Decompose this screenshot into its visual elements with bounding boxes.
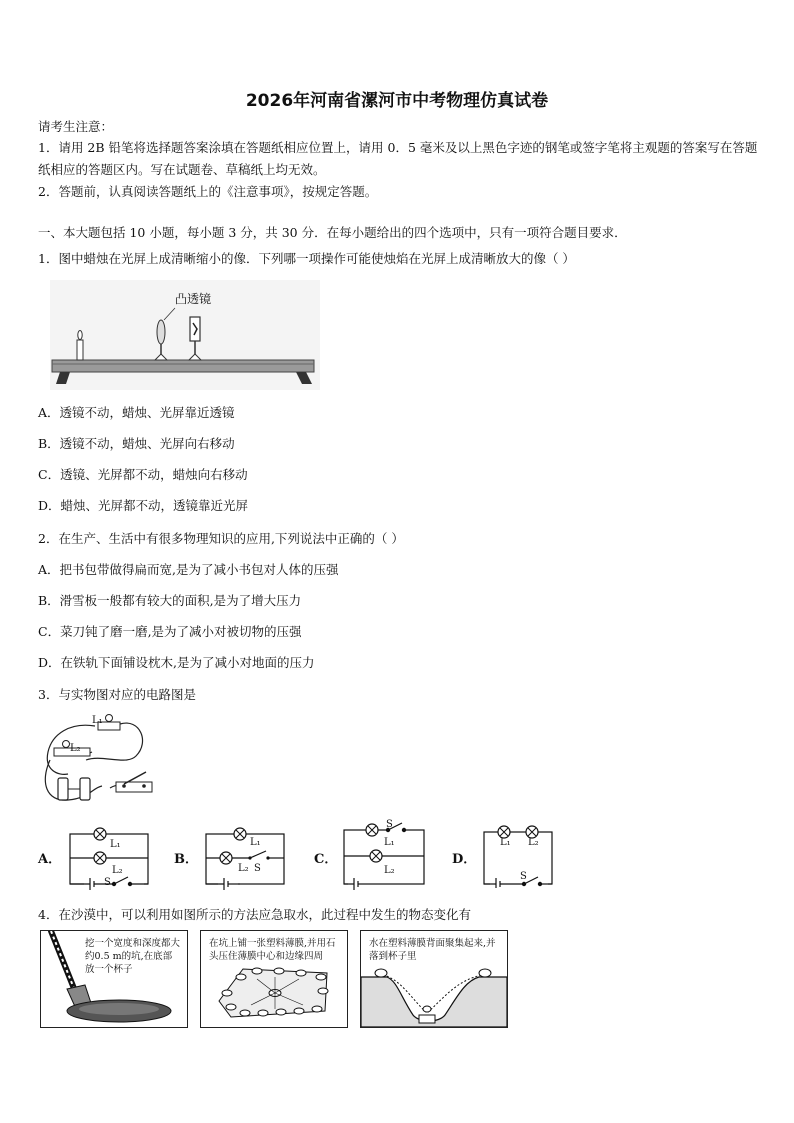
circuit-option-d	[478, 822, 558, 888]
question-3-stem: 3．与实物图对应的电路图是	[38, 687, 196, 702]
option-c-l1-label: L₁	[384, 837, 395, 848]
question-2-option-d: D．在铁轨下面铺设枕木,是为了减小对地面的压力	[38, 655, 315, 670]
option-b-l2-label: L₂	[238, 863, 249, 874]
question-3-option-a-label: A．	[38, 852, 62, 867]
question-3-option-b-label: B．	[174, 852, 198, 867]
panel-2-caption: 在坑上铺一张塑料薄膜,并用石头压住薄膜中心和边缘四周	[209, 938, 336, 962]
notice-item-2: 2．答题前，认真阅读答题纸上的《注意事项》，按规定答题。	[38, 184, 378, 199]
question-2-option-c: C．菜刀钝了磨一磨,是为了减小对被切物的压强	[38, 624, 302, 639]
desert-panel-2	[200, 930, 348, 1028]
lamp-l2-icon	[94, 852, 106, 864]
lamp-l1-icon	[94, 828, 106, 840]
question-2-stem: 2．在生产、生活中有很多物理知识的应用,下列说法中正确的（ ）	[38, 531, 404, 546]
option-a-l1-label: L₁	[110, 839, 121, 850]
physical-l1-label: L₁	[92, 715, 103, 726]
lamp-l2-icon	[370, 850, 382, 862]
battery-icon	[58, 778, 90, 800]
panel-3-caption: 水在塑料薄膜背面聚集起来,并落到杯子里	[369, 938, 496, 962]
option-d-l2-label: L₂	[528, 837, 539, 848]
option-b-s-label: S	[254, 863, 261, 874]
option-a-s-label: S	[104, 877, 111, 888]
physical-l2-label: L₂	[70, 743, 81, 754]
question-1-stem: 1．图中蜡烛在光屏上成清晰缩小的像．下列哪一项操作可能使烛焰在光屏上成清晰放大的像（ ）	[38, 251, 575, 266]
physical-circuit-figure	[40, 712, 170, 804]
option-c-l2-label: L₂	[384, 865, 395, 876]
circuit-option-b	[200, 824, 290, 890]
option-c-s-label: S	[386, 819, 393, 830]
question-1-option-d: D．蜡烛、光屏都不动，透镜靠近光屏	[38, 498, 249, 513]
lamp-l1-icon	[234, 828, 246, 840]
question-2-option-a: A．把书包带做得扁而宽,是为了减小书包对人体的压强	[38, 562, 339, 577]
question-1-option-c: C．透镜、光屏都不动，蜡烛向右移动	[38, 467, 248, 482]
option-a-l2-label: L₂	[112, 865, 123, 876]
notice-item-1: 1．请用 2B 铅笔将选择题答案涂填在答题纸相应位置上，请用 0．5 毫米及以上黑色字迹的钢笔或签字笔将主观题的答案写在答题纸相应的答题区内。写在试题卷、草稿纸上均无效。	[38, 140, 758, 177]
question-2-option-b: B．滑雪板一般都有较大的面积,是为了增大压力	[38, 593, 302, 608]
question-3-option-c-label: C．	[314, 852, 338, 867]
page-title: 2026年河南省漯河市中考物理仿真试卷	[245, 91, 549, 111]
option-b-l1-label: L₁	[250, 837, 261, 848]
section-1-instructions: 一、本大题包括 10 小题，每小题 3 分，共 30 分．在每小题给出的四个选项中，只有一项符合题目要求．	[38, 225, 627, 240]
knife-switch-icon	[116, 772, 152, 792]
question-4-stem: 4．在沙漠中，可以利用如图所示的方法应急取水，此过程中发生的物态变化有	[38, 907, 471, 922]
candle-icon	[77, 331, 83, 361]
lamp-l1-icon	[366, 824, 378, 836]
desert-panel-3	[360, 930, 508, 1028]
question-3-option-d-label: D．	[452, 852, 477, 867]
convex-lens-label: 凸透镜	[175, 292, 212, 306]
circuit-option-c	[338, 820, 432, 890]
desert-panel-1	[40, 930, 188, 1028]
option-d-l1-label: L₁	[500, 837, 511, 848]
lamp-l2-icon	[220, 852, 232, 864]
question-1-option-b: B．透镜不动，蜡烛、光屏向右移动	[38, 436, 235, 451]
question-1-option-a: A．透镜不动，蜡烛、光屏靠近透镜	[38, 405, 235, 420]
panel-1-caption: 挖一个宽度和深度都大约0.5 m的坑,在底部放一个杯子	[85, 938, 181, 975]
option-d-s-label: S	[520, 871, 527, 882]
notice-heading: 请考生注意：	[38, 119, 114, 134]
